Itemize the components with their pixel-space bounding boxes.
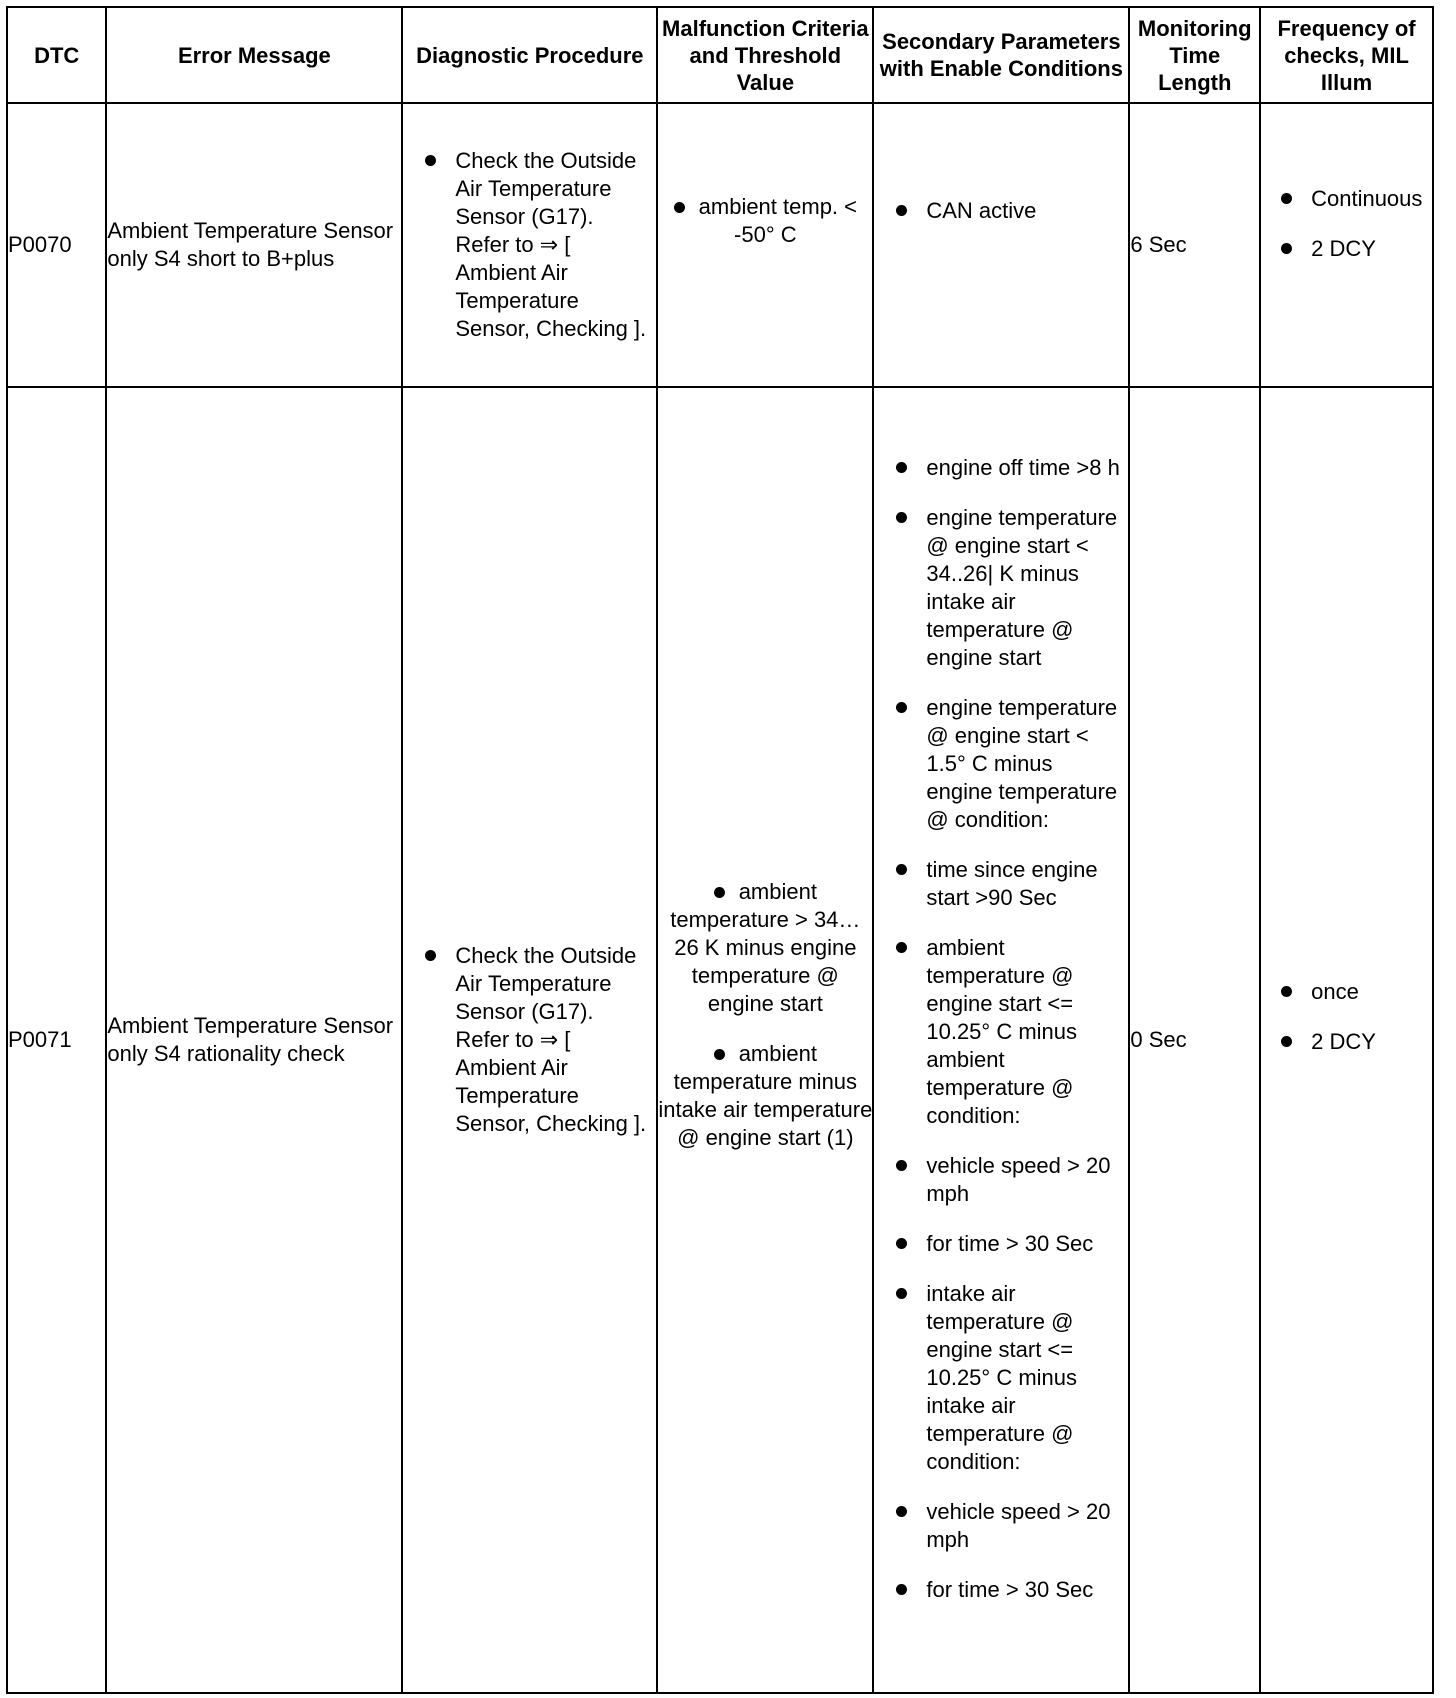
bullet-icon <box>1281 243 1292 254</box>
secondary-parameters-list <box>874 197 1128 225</box>
header-diagnostic-procedure: Diagnostic Procedure <box>402 7 657 103</box>
header-malfunction-criteria: Malfunction Criteria and Threshold Value <box>657 7 873 103</box>
malfunction-criteria-cell <box>657 103 873 387</box>
list-item <box>874 504 1128 672</box>
dtc-code: P0070 <box>7 103 106 387</box>
bullet-icon <box>896 1506 907 1517</box>
malfunction-criteria-text: ambient temp. < -50° C <box>698 194 858 247</box>
list-item <box>1261 1028 1432 1056</box>
list-item <box>874 454 1128 482</box>
list-item <box>1261 235 1432 263</box>
bullet-icon <box>896 702 907 713</box>
malfunction-criteria-text: ambient temperature minus intake air temperature @ engine start (1) <box>658 1041 873 1150</box>
list-item <box>874 934 1128 1130</box>
bullet-icon <box>1281 193 1292 204</box>
frequency-text: once <box>1311 979 1359 1004</box>
secondary-parameters-cell <box>873 387 1129 1693</box>
list-item <box>874 1576 1128 1604</box>
diagnostic-procedure-list <box>403 942 656 1138</box>
table-row <box>7 387 1433 1693</box>
list-item <box>658 878 872 1018</box>
frequency-list <box>1261 185 1432 263</box>
list-item <box>874 856 1128 912</box>
list-item <box>874 1230 1128 1258</box>
secondary-parameters-cell <box>873 103 1129 387</box>
bullet-icon <box>714 887 725 898</box>
frequency-text: 2 DCY <box>1311 236 1376 261</box>
list-item <box>874 197 1128 225</box>
frequency-cell <box>1260 387 1433 1693</box>
malfunction-criteria-cell <box>657 387 873 1693</box>
frequency-cell <box>1260 103 1433 387</box>
diagnostic-procedure-text: Check the Outside Air Temperature Sensor (G17). Refer to ⇒ [ Ambient Air Temperature Sensor, Checking ]. <box>455 148 647 341</box>
bullet-icon <box>425 950 436 961</box>
bullet-icon <box>896 1288 907 1299</box>
bullet-icon <box>674 202 685 213</box>
dtc-code: P0071 <box>7 387 106 1693</box>
header-dtc: DTC <box>7 7 106 103</box>
frequency-text: 2 DCY <box>1311 1029 1376 1054</box>
bullet-icon <box>714 1049 725 1060</box>
bullet-icon <box>896 864 907 875</box>
bullet-icon <box>1281 1036 1292 1047</box>
list-item <box>658 1040 872 1152</box>
secondary-parameter-text: intake air temperature @ engine start <= 10.25° C minus intake air temperature @ condition: <box>926 1281 1078 1474</box>
bullet-icon <box>896 942 907 953</box>
secondary-parameter-text: engine temperature @ engine start < 34..26| K minus intake air temperature @ engine start <box>926 505 1118 670</box>
secondary-parameter-text: CAN active <box>926 198 1037 223</box>
bullet-icon <box>1281 986 1292 997</box>
bullet-icon <box>896 462 907 473</box>
table-header-row <box>7 7 1433 103</box>
list-item <box>874 1152 1128 1208</box>
frequency-list <box>1261 978 1432 1056</box>
diagnostic-procedure-cell <box>402 103 657 387</box>
secondary-parameters-list <box>874 454 1128 1604</box>
bullet-icon <box>896 1584 907 1595</box>
bullet-icon <box>425 155 436 166</box>
header-secondary-parameters: Secondary Parameters with Enable Conditions <box>873 7 1129 103</box>
secondary-parameter-text: engine temperature @ engine start < 1.5° C minus engine temperature @ condition: <box>926 695 1118 832</box>
secondary-parameter-text: vehicle speed > 20 mph <box>926 1499 1111 1552</box>
monitoring-time: 6 Sec <box>1129 103 1260 387</box>
list-item <box>403 942 656 1138</box>
error-message: Ambient Temperature Sensor only S4 short to B+plus <box>106 103 402 387</box>
malfunction-criteria-list <box>658 878 872 1152</box>
diagnostic-procedure-list <box>403 147 656 343</box>
bullet-icon <box>896 1160 907 1171</box>
malfunction-criteria-text: ambient temperature > 34…26 K minus engine temperature @ engine start <box>670 879 861 1016</box>
malfunction-criteria-list <box>658 193 872 249</box>
secondary-parameter-text: for time > 30 Sec <box>926 1577 1094 1602</box>
header-monitoring-time: Monitoring Time Length <box>1129 7 1260 103</box>
list-item <box>1261 978 1432 1006</box>
list-item <box>403 147 656 343</box>
bullet-icon <box>896 512 907 523</box>
error-message: Ambient Temperature Sensor only S4 rationality check <box>106 387 402 1693</box>
frequency-text: Continuous <box>1311 186 1423 211</box>
secondary-parameter-text: time since engine start >90 Sec <box>926 857 1098 910</box>
bullet-icon <box>896 1238 907 1249</box>
secondary-parameter-text: for time > 30 Sec <box>926 1231 1094 1256</box>
table-row <box>7 103 1433 387</box>
diagnostic-procedure-cell <box>402 387 657 1693</box>
monitoring-time: 0 Sec <box>1129 387 1260 1693</box>
diagnostic-procedure-text: Check the Outside Air Temperature Sensor (G17). Refer to ⇒ [ Ambient Air Temperature Sensor, Checking ]. <box>455 943 647 1136</box>
list-item <box>874 1498 1128 1554</box>
list-item <box>874 694 1128 834</box>
list-item <box>874 1280 1128 1476</box>
header-error-message: Error Message <box>106 7 402 103</box>
secondary-parameter-text: vehicle speed > 20 mph <box>926 1153 1111 1206</box>
secondary-parameter-text: engine off time >8 h <box>926 455 1120 480</box>
header-frequency: Frequency of checks, MIL Illum <box>1260 7 1433 103</box>
secondary-parameter-text: ambient temperature @ engine start <= 10.25° C minus ambient temperature @ condition: <box>926 935 1078 1128</box>
list-item <box>658 193 872 249</box>
list-item <box>1261 185 1432 213</box>
bullet-icon <box>896 205 907 216</box>
dtc-table <box>6 6 1434 1694</box>
